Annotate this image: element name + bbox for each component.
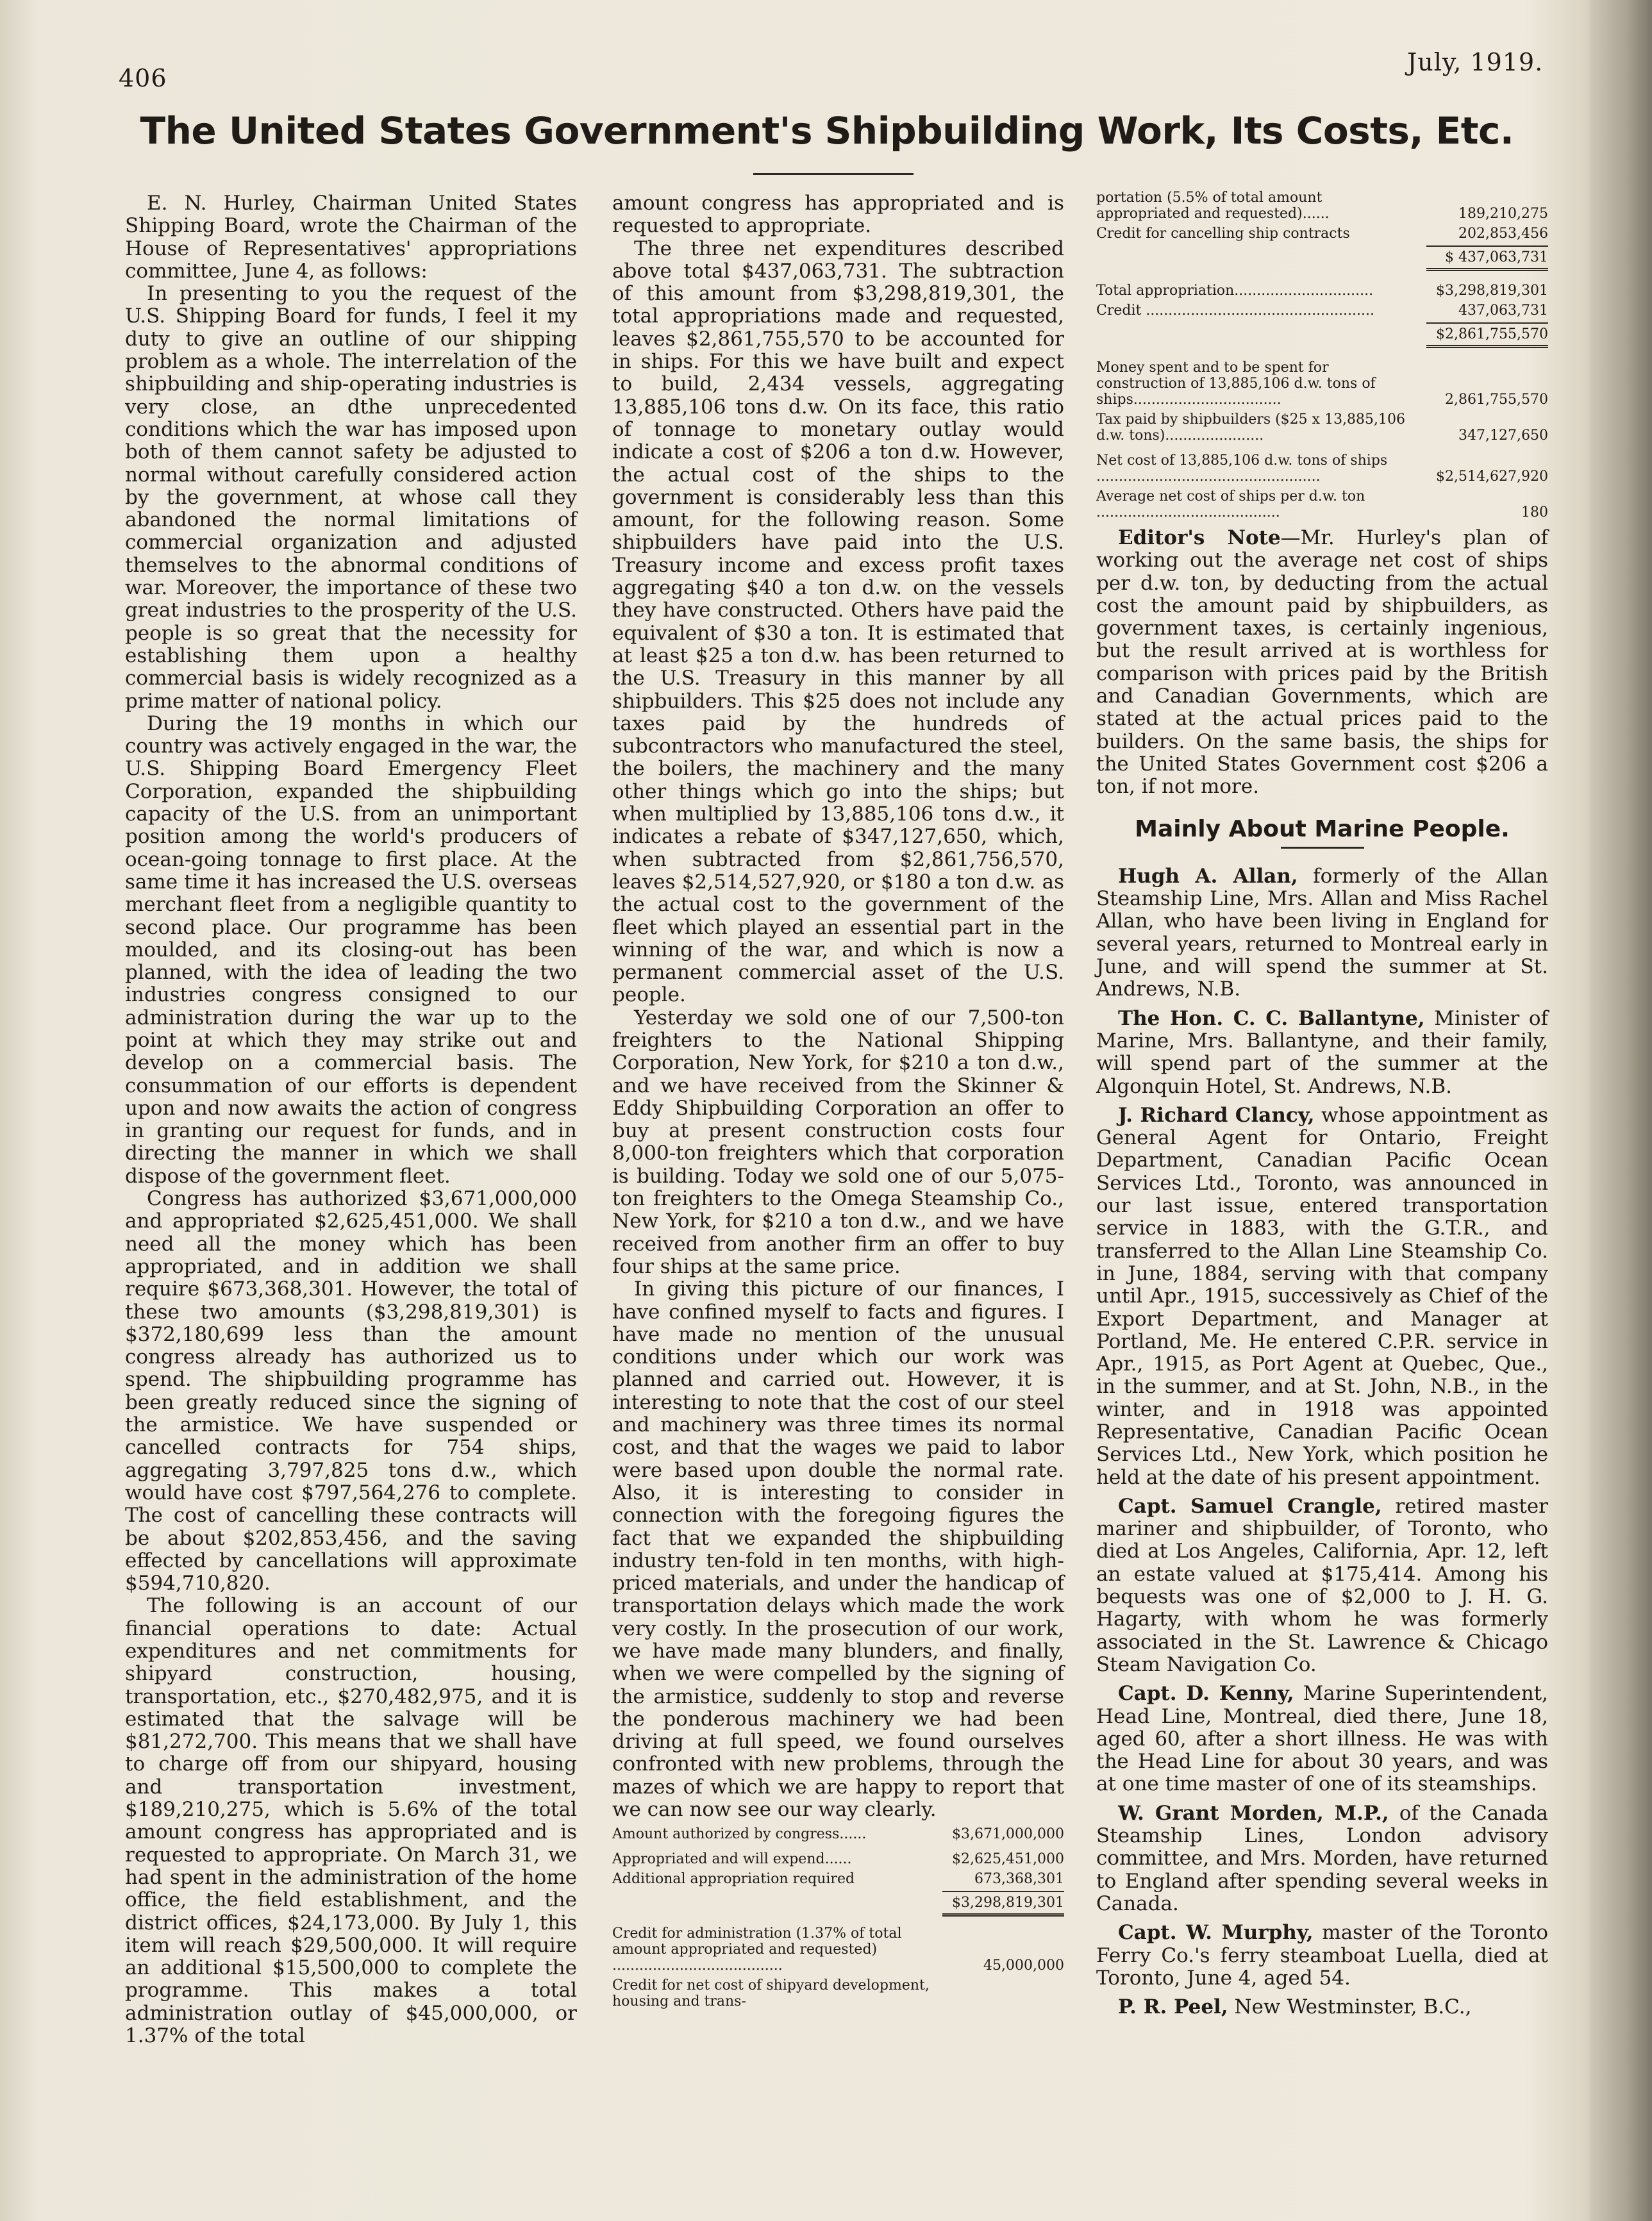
person-name: P. R. Peel, [1118, 1995, 1228, 2019]
ledger-amount: 180 [1521, 504, 1548, 520]
ledger-row [612, 1851, 1064, 1867]
ledger-row [1096, 360, 1548, 408]
person-name: J. Richard Clancy, [1118, 1103, 1315, 1127]
ledger-label: Credit for net cost of shipyard development, housing and trans- [612, 1977, 930, 2010]
ledger-row [1096, 488, 1548, 520]
headline-rule [753, 173, 914, 175]
person-name: Capt. W. Murphy, [1118, 1921, 1314, 1945]
page-number: 406 [119, 64, 167, 92]
person-item [1096, 1996, 1548, 2018]
ledger-row [1096, 226, 1548, 242]
editors-note-text: —Mr. Hurley's plan of working out the average net cost of ships per d.w. ton, by deducting from the actual cost the amount paid by shipbuilders, as government taxes, is certainly ingenious, but the result arrived at is worthless for comparison with prices paid by the British and Canadian Governments, which are stated at the actual prices paid to the builders. On the same basis, the ships for the United States Government cost $206 a ton, if not more. [1096, 526, 1549, 799]
ledger-amount: 189,210,275 [1458, 206, 1548, 222]
paragraph: The following is an account of our financial operations to date: Actual expenditures and net commitments for shipyard construction, housing, transportation, etc., $270,482,975, and it is estimated that the salvage will be $81,272,700. This means that we shall have to charge off from our shipyard, housing and transportation investment, $189,210,275, which is 5.6% of the total amount congress has appropriated and is requested to appropriate. On March 31, we had spent in the administration of the home office, the field establishment, and the district offices, $24,173,000. By July 1, this item will reach $29,500,000. It will require an additional $15,500,000 to complete the programme. This makes a total administration outlay of $45,000,000, or 1.37% of the total [125, 1594, 577, 2048]
paragraph: amount congress has appropriated and is requested to appropriate. [612, 192, 1064, 238]
person-text: New Westminster, B.C., [1228, 1995, 1472, 2019]
person-text: formerly of the Allan Steamship Line, Mrs. Allan and Miss Rachel Allan, who have been living in England for several years, returned to Montreal early in June, and will spend the summer at St. Andrews, N.B. [1096, 864, 1548, 1001]
ledger-amount: 347,127,650 [1458, 428, 1548, 444]
person-text: Marine Superintendent, Head Line, Montreal, died there, June 18, aged 60, after a short illness. He was with the Head Line for about 30 years, and was at one time master of one of its steamships. [1096, 1682, 1548, 1796]
ledger-total: $ 437,063,731 [1426, 245, 1548, 271]
issue-date: July, 1919. [1407, 48, 1544, 76]
ledger-amount: 437,063,731 [1458, 303, 1548, 319]
paragraph: E. N. Hurley, Chairman United States Shipping Board, wrote the Chairman of the House of Representatives' appropriations committee, June 4, as follows: [125, 192, 577, 283]
ledger-amount: $3,298,819,301 [1436, 283, 1548, 299]
ledger-row [612, 1891, 1064, 1917]
ledger-label: Amount authorized by congress...... [612, 1826, 867, 1843]
ledger-row [1096, 322, 1548, 348]
ledger-label: Total appropriation............................... [1096, 283, 1374, 299]
paragraph: During the 19 months in which our country was actively engaged in the war, the U.S. Shipping Board Emergency Fleet Corporation, expanded the shipbuilding capacity of the U.S. from an unimportant position among the world's producers of ocean-going tonnage to first place. At the same time it has increased the U.S. overseas merchant fleet from a negligible quantity to second place. Our programme has been moulded, and its closing-out has been planned, with the idea of leading the two industries congress consigned to our administration during the war up to the point at which they may strike out and develop on a commercial basis. The consummation of our efforts is dependent upon and now awaits the action of congress in granting our request for funds, and in directing the manner in which we shall dispose of the government fleet. [125, 711, 577, 1188]
person-item [1096, 865, 1548, 1001]
ledger-label: portation (5.5% of total amount appropriated and requested)...... [1096, 190, 1330, 222]
ledger-row [1096, 453, 1548, 485]
ledger-label: Tax paid by shipbuilders ($25 x 13,885,106 d.w. tons)...................... [1096, 412, 1406, 444]
column-3 [1096, 186, 1548, 2025]
person-item [1096, 1008, 1548, 1098]
ledger-label: Average net cost of ships per d.w. ton ......................................... [1096, 488, 1365, 520]
paragraph: Congress has authorized $3,671,000,000 and appropriated $2,625,451,000. We shall need all the money which has been appropriated, and in addition we shall require $673,368,301. However, the total of these two amounts ($3,298,819,301) is $372,180,699 less than the amount congress already has authorized us to spend. The shipbuilding programme has been greatly reduced since the signing of the armistice. We have suspended or cancelled contracts for 754 ships, aggregating 3,797,825 tons d.w., which would have cost $797,564,276 to complete. The cost of cancelling these contracts will be about $202,853,456, and the saving effected by cancellations will approximate $594,710,820. [125, 1187, 577, 1595]
editors-note [1096, 527, 1548, 799]
section-subhead: Mainly About Marine People. [1135, 815, 1510, 842]
financial-ledger-continued [1096, 190, 1548, 520]
ledger-label: Credit for cancelling ship contracts [1096, 226, 1350, 242]
person-item [1096, 1922, 1548, 1990]
person-text: whose appointment as General Agent for Ontario, Freight Department, Canadian Pacific Ocean Services Ltd., Toronto, was announced in our last issue, entered transportation service in 1883, with the G.T.R., and transferred to the Allan Line Steamship Co. in June, 1884, serving with that company until Apr., 1915, successively as Chief of the Export Department, and Manager at Portland, Me. He entered C.P.R. service in Apr., 1915, as Port Agent at Quebec, Que., in the summer, and at St. John, N.B., in the winter, and in 1918 was appointed Representative, Canadian Pacific Ocean Services Ltd., New York, which position he held at the date of his present appointment. [1096, 1103, 1548, 1489]
article-headline: The United States Government's Shipbuilding Work, Its Costs, Etc. [140, 109, 1514, 153]
ledger-row [1096, 190, 1548, 222]
paragraph: In giving this picture of our finances, I have confined myself to facts and figures. I have made no mention of the unusual conditions under which our work was planned and carried out. However, it is interesting to note that the cost of our steel and machinery was three times its normal cost, and that the wages we paid to labor were based upon double the normal rate. Also, it is interesting to consider in connection with the foregoing figures the fact that we expanded the shipbuilding industry ten-fold in ten months, with high-priced materials, and under the handicap of transportation delays which made the work very costly. In the prosecution of our work, we have made many blunders, and finally, when we were compelled by the signing of the armistice, suddenly to stop and reverse the ponderous machinery we had been driving at full speed, we found ourselves confronted with new problems, through the mazes of which we are happy to report that we can now see our way clearly. [612, 1277, 1064, 1822]
person-name: Capt. D. Kenny, [1118, 1682, 1294, 1706]
ledger-total: $2,861,755,570 [1426, 322, 1548, 348]
ledger-row [1096, 283, 1548, 299]
ledger-row [612, 1926, 1064, 1974]
financial-ledger [612, 1826, 1064, 2009]
person-item [1096, 1495, 1548, 1676]
person-text: master of the Toronto Ferry Co.'s ferry steamboat Luella, died at Toronto, June 4, aged 54. [1096, 1921, 1548, 1990]
ledger-row [1096, 412, 1548, 444]
ledger-amount: $2,625,451,000 [952, 1851, 1064, 1868]
ledger-row [1096, 303, 1548, 319]
person-item [1096, 1104, 1548, 1489]
person-text: retired master mariner and shipbuilder, of Toronto, who died at Los Angeles, California, Apr. 12, left an estate valued at $175,414. Among his bequests was one of $2,000 to J. H. G. Hagarty, with whom he was formerly associated in the St. Lawrence & Chicago Steam Navigation Co. [1096, 1494, 1548, 1676]
ledger-label: Additional appropriation required [612, 1871, 855, 1888]
person-name: W. Grant Morden, M.P., [1118, 1801, 1389, 1825]
ledger-amount: $2,514,627,920 [1436, 469, 1548, 485]
person-item [1096, 1683, 1548, 1795]
binding-gutter [1590, 0, 1652, 2221]
paragraph: Yesterday we sold one of our 7,500-ton freighters to the National Shipping Corporation, New York, for $210 a ton d.w., and we have received from the Skinner & Eddy Shipbuilding Corporation an offer to buy at present construction costs four 8,000-ton freighters which that corporation is building. Today we sold one of our 5,075-ton freighters to the Omega Steamship Co., New York, for $210 a ton d.w., and we have received from another firm an offer to buy four ships at the same price. [612, 1006, 1064, 1278]
person-name: Capt. Samuel Crangle, [1118, 1494, 1382, 1518]
subhead-rule [1281, 847, 1364, 849]
person-name: Hugh A. Allan, [1118, 864, 1298, 888]
paragraph: In presenting to you the request of the U.S. Shipping Board for funds, I feel it my duty to give an outline of our shipping problem as a whole. The interrelation of the shipbuilding and ship-operating industries is very close, an dthe unprecedented conditions which the war has imposed upon both of them cannot safety be adjusted to normal without carefully considered action by the government, at whose call they abandoned the normal limitations of commercial organization and adjusted themselves to the abnormal conditions of war. Moreover, the importance of these two great industries to the prosperity of the U.S. people is so great that the necessity for establishing them upon a healthy commercial basis is widely recognized as a prime matter of national policy. [125, 282, 577, 713]
ledger-label: Money spent and to be spent for construction of 13,885,106 d.w. tons of ships................................. [1096, 360, 1376, 408]
ledger-row [612, 1977, 1064, 2009]
ledger-amount: 2,861,755,570 [1445, 392, 1548, 408]
ledger-label: Credit for administration (1.37% of total amount appropriated and requested) ...................................... [612, 1926, 902, 1974]
column-2 [612, 192, 1064, 2013]
ledger-row [612, 1826, 1064, 1842]
ledger-amount: 45,000,000 [983, 1958, 1064, 1974]
ledger-label: Net cost of 13,885,106 d.w. tons of ships .................................................. [1096, 453, 1388, 485]
person-text: Minister of Marine, Mrs. Ballantyne, and their family, will spend part of the summer at the Algonquin Hotel, St. Andrews, N.B. [1096, 1006, 1548, 1098]
ledger-amount: $3,671,000,000 [952, 1826, 1064, 1843]
person-text: of the Canada Steamship Lines, London advisory committee, and Mrs. Morden, have returned to England after spending several weeks in Canada. [1096, 1801, 1548, 1915]
ledger-amount: 202,853,456 [1458, 226, 1548, 242]
ledger-row [1096, 245, 1548, 271]
ledger-total: $3,298,819,301 [942, 1891, 1064, 1917]
person-name: The Hon. C. C. Ballantyne, [1118, 1006, 1425, 1030]
editors-note-label: Editor's Note [1118, 526, 1281, 549]
person-item [1096, 1802, 1548, 1915]
column-1 [125, 192, 577, 2047]
ledger-amount: 673,368,301 [974, 1871, 1064, 1888]
ledger-label: Appropriated and will expend...... [612, 1851, 852, 1868]
ledger-row [612, 1871, 1064, 1887]
paragraph: The three net expenditures described above total $437,063,731. The subtraction of this amount from $3,298,819,301, the total appropriations made and requested, leaves $2,861,755,570 to be accounted for in ships. For this we have built and expect to build, 2,434 vessels, aggregating 13,885,106 tons d.w. On its face, this ratio of tonnage to monetary outlay would indicate a cost of $206 a ton d.w. However, the actual cost of the ships to the government is considerably less than this amount, for the following reason. Some shipbuilders have paid into the U.S. Treasury income and excess profit taxes aggregating $40 a ton d.w. on the vessels they have constructed. Others have paid the equivalent of $30 a ton. It is estimated that at least $25 a ton d.w. has been returned to the U.S. Treasury in this manner by all shipbuilders. This $25 does not include any taxes paid by the hundreds of subcontractors who manufactured the steel, the boilers, the machinery and the many other things which go into the ships; but when multiplied by 13,885,106 tons d.w., it indicates a rebate of $347,127,650, which, when subtracted from $2,861,756,570, leaves $2,514,527,920, or $180 a ton d.w. as the actual cost to the government of the fleet which played an essential part in the winning of the war, and which is now a permanent commercial asset of the U.S. people. [612, 237, 1064, 1007]
ledger-label: Credit ................................................... [1096, 303, 1374, 319]
